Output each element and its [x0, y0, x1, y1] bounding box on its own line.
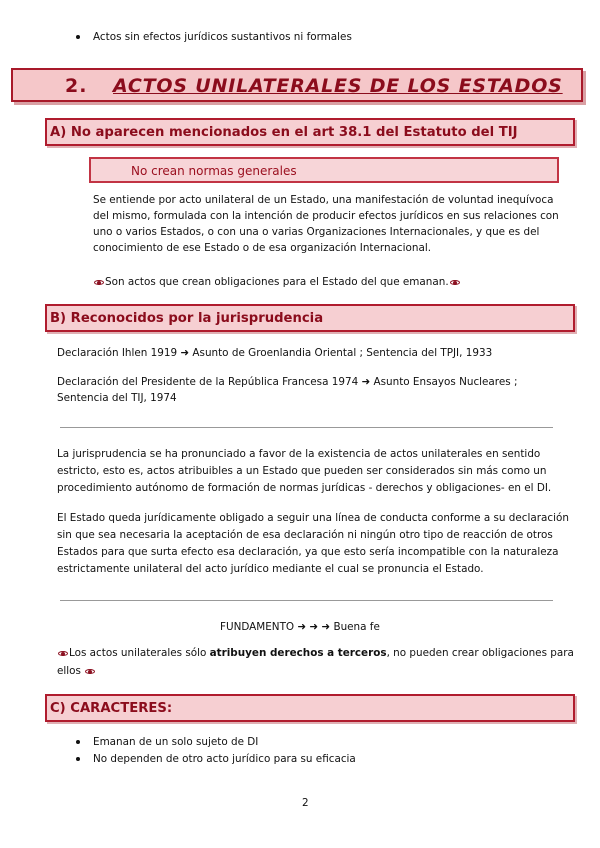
bullet-dot	[76, 35, 80, 39]
fundamento-text: FUNDAMENTO ➜ ➜ ➜ Buena fe	[220, 621, 380, 633]
jurisprudence-line: procedimiento autónomo de formación de normas jurídicas - derechos y obligaciones- en el DI.	[57, 482, 552, 494]
eye-icon	[94, 279, 104, 286]
section-b-heading-box	[45, 304, 575, 332]
definition-line: uno o varios Estados, o con una o varias Organizaciones Internacionales, y que es del	[93, 226, 540, 238]
caracteres-bullet-text: Emanan de un solo sujeto de DI	[93, 736, 259, 748]
divider-line	[60, 427, 553, 428]
section-a-subheading: No crean normas generales	[131, 164, 297, 178]
top-bullet-text: Actos sin efectos jurídicos sustantivos ni formales	[93, 31, 352, 43]
obligation-line: El Estado queda jurídicamente obligado a seguir una línea de conducta conforme a su declaración	[57, 512, 569, 524]
rights-note-line-2	[57, 663, 96, 679]
section-a-heading-box	[45, 118, 575, 146]
case-1-text: Declaración Ihlen 1919 ➜ Asunto de Groenlandia Oriental ; Sentencia del TPJI, 1933	[57, 347, 493, 359]
obligation-line: estrictamente unilateral del acto jurídico mediante el cual se pronuncia el Estado.	[57, 563, 484, 575]
section-c-heading-box	[45, 694, 575, 722]
obligations-note-text: Son actos que crean obligaciones para el Estado del que emanan.	[105, 276, 449, 288]
section-a-heading: A) No aparecen mencionados en el art 38.1 del Estatuto del TIJ	[50, 125, 518, 140]
rights-note-after: , no pueden crear obligaciones para	[386, 647, 574, 659]
section-c-heading: C) CARACTERES:	[50, 701, 173, 716]
case-2-line: Declaración del Presidente de la República Francesa 1974 ➜ Asunto Ensayos Nucleares ;	[57, 376, 518, 388]
definition-line: conocimiento de ese Estado o de esa organización Internacional.	[93, 242, 432, 254]
obligation-line: Estados para que surta efecto esa declaración, ya que esto sería incompatible con la naturaleza	[57, 546, 559, 558]
section-a-subheading-box	[89, 157, 559, 183]
eye-icon	[85, 668, 95, 675]
jurisprudence-line: La jurisprudencia se ha pronunciado a favor de la existencia de actos unilaterales en sentido	[57, 448, 541, 460]
caracteres-bullet-text: No dependen de otro acto jurídico para su eficacia	[93, 753, 356, 765]
page-number: 2	[302, 797, 309, 809]
bullet-dot	[76, 740, 80, 744]
main-title-text: ACTOS UNILATERALES DE LOS ESTADOS	[113, 75, 563, 97]
eye-icon	[450, 279, 460, 286]
obligations-note	[93, 274, 461, 290]
main-title-number: 2.	[65, 75, 88, 97]
rights-note-before: Los actos unilaterales sólo	[69, 647, 210, 659]
rights-note-line2-text: ellos	[57, 665, 81, 677]
definition-line: Se entiende por acto unilateral de un Estado, una manifestación de voluntad inequívoca	[93, 194, 554, 206]
obligation-line: sin que sea necesaria la aceptación de esa declaración ni ningún otro tipo de reacción de otros	[57, 529, 553, 541]
section-b-heading: B) Reconocidos por la jurisprudencia	[50, 311, 324, 326]
eye-icon	[58, 650, 68, 657]
definition-line: del mismo, formulada con la intención de producir efectos jurídicos en sus relaciones con	[93, 210, 559, 222]
rights-note-bold: atribuyen derechos a terceros	[209, 647, 387, 659]
jurisprudence-line: estricto, esto es, actos atribuibles a un Estado que pueden ser considerados sin más como un	[57, 465, 547, 477]
main-title-box	[11, 68, 583, 102]
divider-line	[60, 600, 553, 601]
bullet-dot	[76, 757, 80, 761]
rights-note-line-1	[57, 645, 574, 661]
case-2-line: Sentencia del TIJ, 1974	[57, 392, 177, 404]
